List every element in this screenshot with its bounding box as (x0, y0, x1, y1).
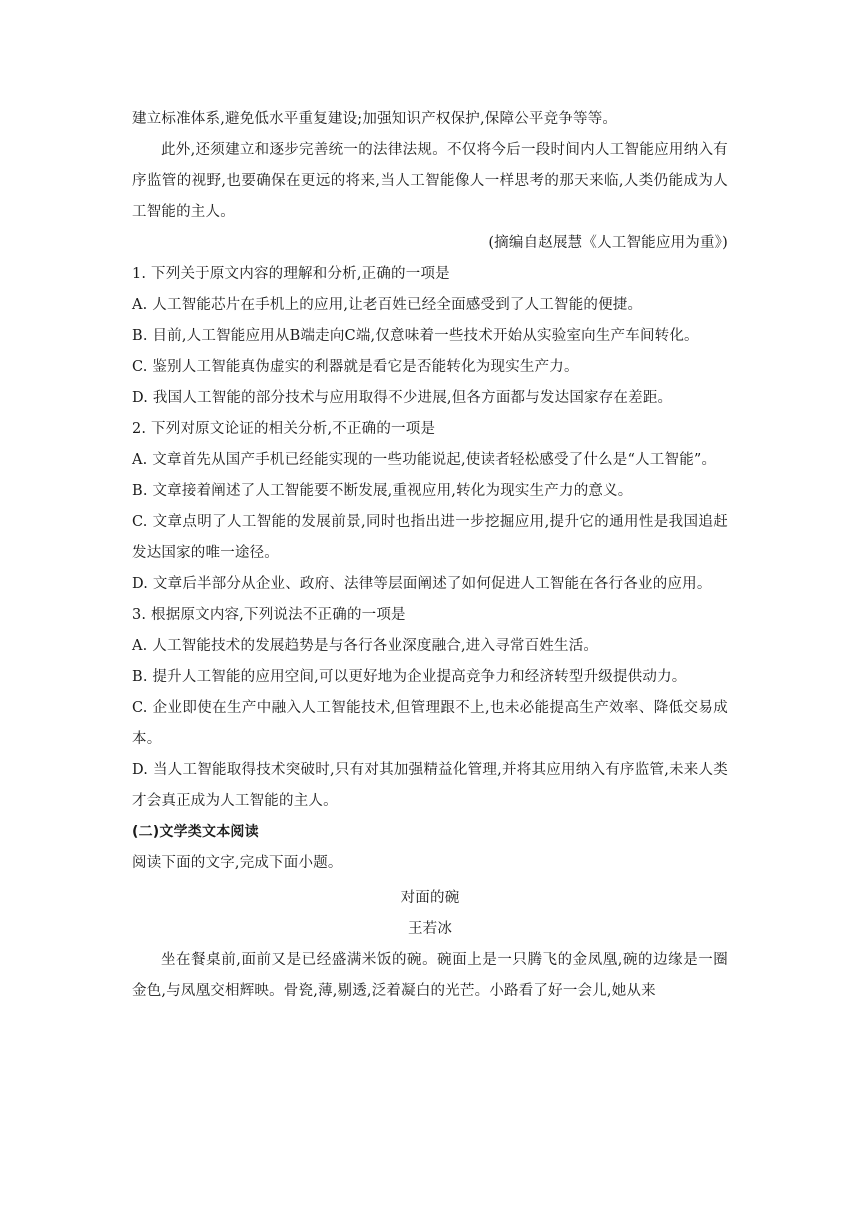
question-stem: 1. 下列关于原文内容的理解和分析,正确的一项是 (132, 266, 450, 282)
paragraph-law: 此外,还须建立和逐步完善统一的法律法规。不仅将今后一段时间内人工智能应用纳入有序监管的视野,也要确保在更远的将来,当人工智能像人一样思考的那天来临,人类仍能成为人工智能的主人。 (132, 142, 728, 220)
story-title: 对面的碗 (400, 890, 460, 906)
question-1 (132, 259, 728, 414)
option-b: B. 提升人工智能的应用空间,可以更好地为企业提高竞争力和经济转型升级提供动力。 (132, 669, 687, 685)
option-c: C. 鉴别人工智能真伪虚实的利器就是看它是否能转化为现实生产力。 (132, 359, 579, 375)
question-3 (132, 600, 728, 817)
paragraph-standards: 建立标准体系,避免低水平重复建设;加强知识产权保护,保障公平竞争等等。 (132, 111, 618, 127)
document-body (132, 104, 728, 1007)
question-2 (132, 414, 728, 600)
option-d: D. 我国人工智能的部分技术与应用取得不少进展,但各方面都与发达国家存在差距。 (132, 390, 673, 406)
option-c: C. 企业即使在生产中融入人工智能技术,但管理跟不上,也未必能提高生产效率、降低交易成本。 (132, 700, 728, 747)
option-d: D. 当人工智能取得技术突破时,只有对其加强精益化管理,并将其应用纳入有序监管,未来人类才会真正成为人工智能的主人。 (132, 762, 728, 809)
instruction: 阅读下面的文字,完成下面小题。 (132, 855, 343, 871)
question-stem: 3. 根据原文内容,下列说法不正确的一项是 (132, 607, 406, 623)
option-b: B. 目前,人工智能应用从B端走向C端,仅意味着一些技术开始从实验室向生产车间转化。 (132, 328, 699, 344)
option-a: A. 人工智能芯片在手机上的应用,让老百姓已经全面感受到了人工智能的便捷。 (132, 297, 643, 313)
option-d: D. 文章后半部分从企业、政府、法律等层面阐述了如何促进人工智能在各行各业的应用。 (132, 576, 712, 592)
section-heading: (二)文学类文本阅读 (132, 824, 259, 840)
question-stem: 2. 下列对原文论证的相关分析,不正确的一项是 (132, 421, 436, 437)
option-c: C. 文章点明了人工智能的发展前景,同时也指出进一步挖掘应用,提升它的通用性是我国追赶发达国家的唯一途径。 (132, 514, 728, 561)
story-author: 王若冰 (407, 921, 453, 937)
option-a: A. 人工智能技术的发展趋势是与各行各业深度融合,进入寻常百姓生活。 (132, 638, 599, 654)
story-paragraph: 坐在餐桌前,面前又是已经盛满米饭的碗。碗面上是一只腾飞的金凤凰,碗的边缘是一圈金色,与凤凰交相辉映。骨瓷,薄,剔透,泛着凝白的光芒。小路看了好一会儿,她从来 (132, 952, 728, 999)
source-citation: (摘编自赵展慧《人工智能应用为重》) (488, 235, 728, 251)
option-b: B. 文章接着阐述了人工智能要不断发展,重视应用,转化为现实生产力的意义。 (132, 483, 633, 499)
option-a: A. 文章首先从国产手机已经能实现的一些功能说起,使读者轻松感受了什么是“人工智能”。 (132, 452, 717, 468)
